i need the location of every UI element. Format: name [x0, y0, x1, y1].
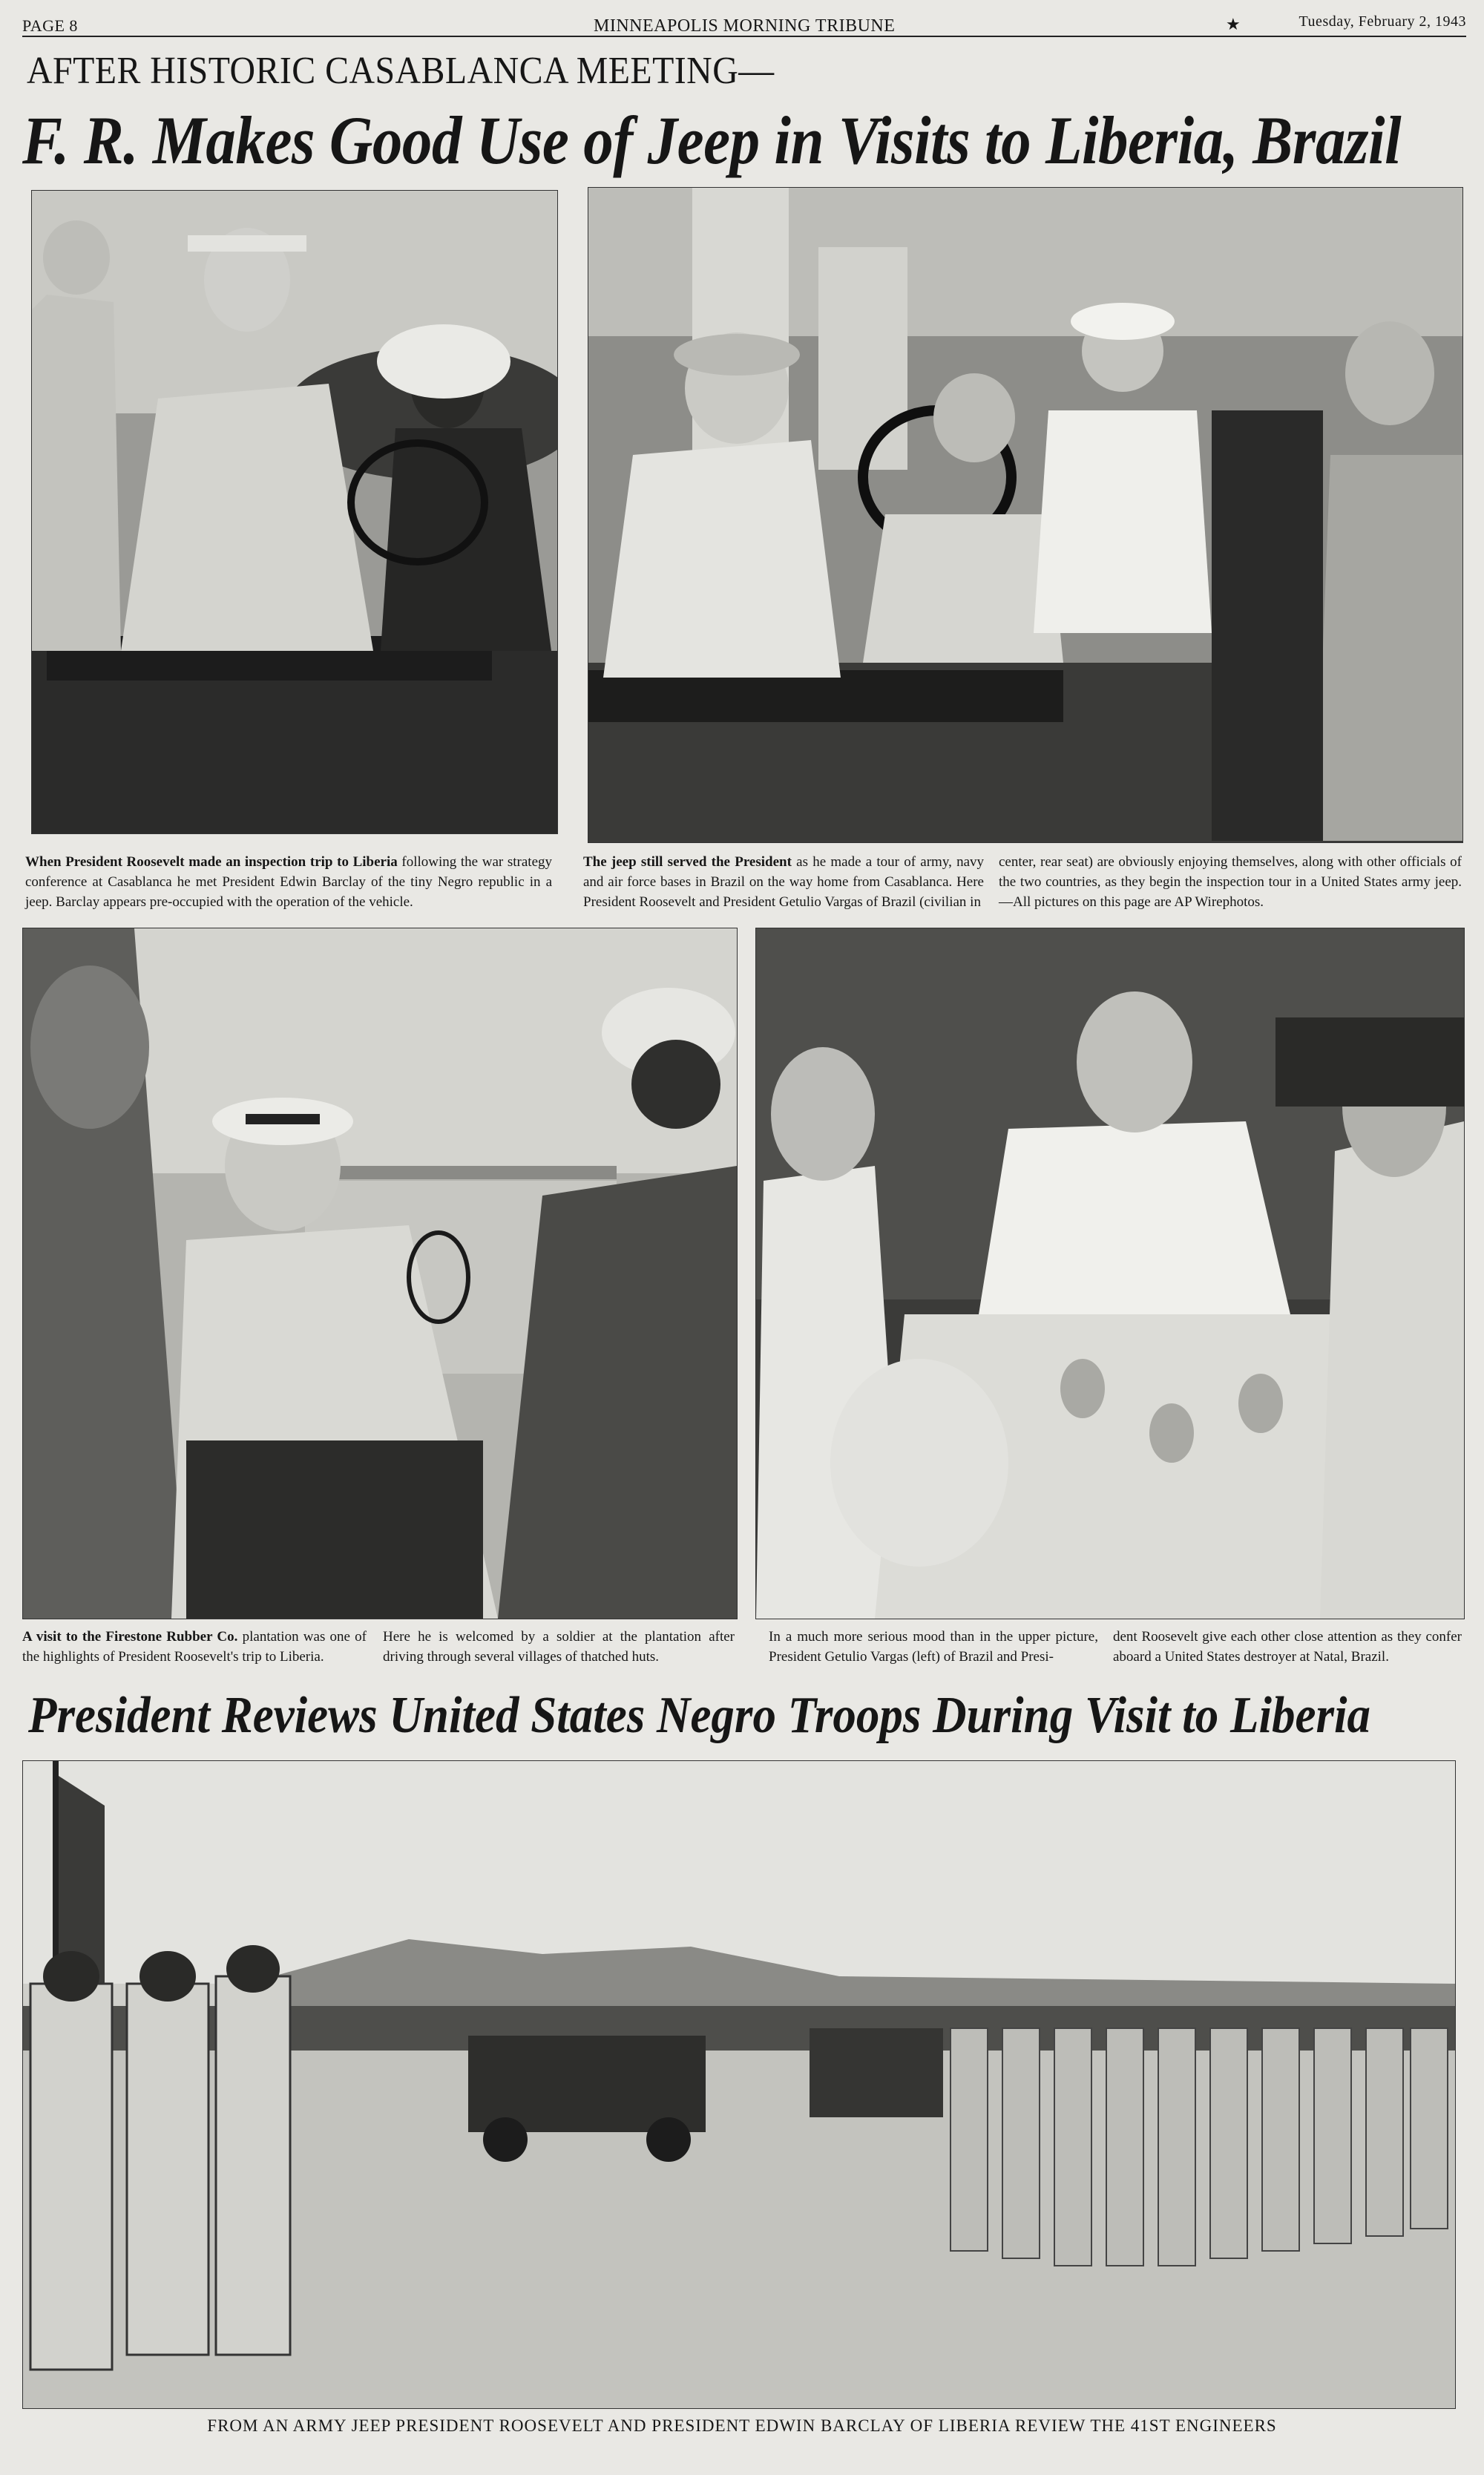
star-icon: ★ — [1226, 15, 1241, 33]
main-headline: F. R. Makes Good Use of Jeep in Visits to Liberia, Brazil — [22, 102, 1402, 178]
caption-photo-1-text: following the war strategy conference at Casablanca he met President Edwin Barclay of the tiny Negro republic in a jeep. Barclay appears pre-occupied with the operation of the vehicle. — [25, 854, 553, 910]
caption-photo-3a — [22, 1627, 367, 1667]
caption-photo-3b: Here he is welcomed by a soldier at the plantation after driving through several villages of thatched huts. — [383, 1629, 735, 1665]
photo-roosevelt-barclay-jeep — [31, 190, 558, 834]
photo-firestone-plantation — [22, 928, 738, 1619]
issue-date: Tuesday, February 2, 1943 — [1298, 13, 1466, 30]
newspaper-name: MINNEAPOLIS MORNING TRIBUNE — [594, 16, 896, 36]
masthead-rule — [22, 36, 1466, 37]
caption-photo-2b: center, rear seat) are obviously enjoying themselves, along with other officials of the two countries, as they begin the inspection tour in a United States army jeep.—All pictures on this page are AP Wirephotos. — [999, 854, 1462, 910]
caption-photo-3-text-a: plantation was one of the highlights of President Roosevelt's trip to Liberia. — [22, 1629, 367, 1665]
photo-vargas-roosevelt-destroyer — [755, 928, 1465, 1619]
page-number: PAGE 8 — [22, 16, 78, 35]
sub-headline: President Reviews United States Negro Troops During Visit to Liberia — [28, 1687, 1371, 1744]
bottom-caption: FROM AN ARMY JEEP PRESIDENT ROOSEVELT AND PRESIDENT EDWIN BARCLAY OF LIBERIA REVIEW THE 41ST ENGINEERS — [207, 2416, 1277, 2435]
caption-photo-4b: dent Roosevelt give each other close attention as they confer aboard a United States destroyer at Natal, Brazil. — [1113, 1629, 1462, 1665]
caption-photo-2-text-a: as he made a tour of army, navy and air force bases in Brazil on the way home from Casablanca. Here President Roosevelt and President Getulio Vargas of Brazil (civilian in — [583, 854, 985, 910]
caption-photo-1-lead: When President Roosevelt made an inspection trip to Liberia — [25, 854, 398, 870]
kicker-headline: AFTER HISTORIC CASABLANCA MEETING— — [27, 50, 775, 92]
masthead — [22, 13, 1466, 37]
caption-photo-1 — [25, 852, 552, 912]
photo-jeep-brazil — [588, 187, 1463, 843]
caption-photo-3-lead: A visit to the Firestone Rubber Co. — [22, 1629, 238, 1645]
photo-troop-review — [22, 1760, 1456, 2409]
caption-photo-2-lead: The jeep still served the President — [583, 854, 792, 870]
caption-photo-4a: In a much more serious mood than in the upper picture, President Getulio Vargas (left) of Brazil and Presi- — [769, 1629, 1098, 1665]
caption-photo-2a — [583, 852, 984, 912]
